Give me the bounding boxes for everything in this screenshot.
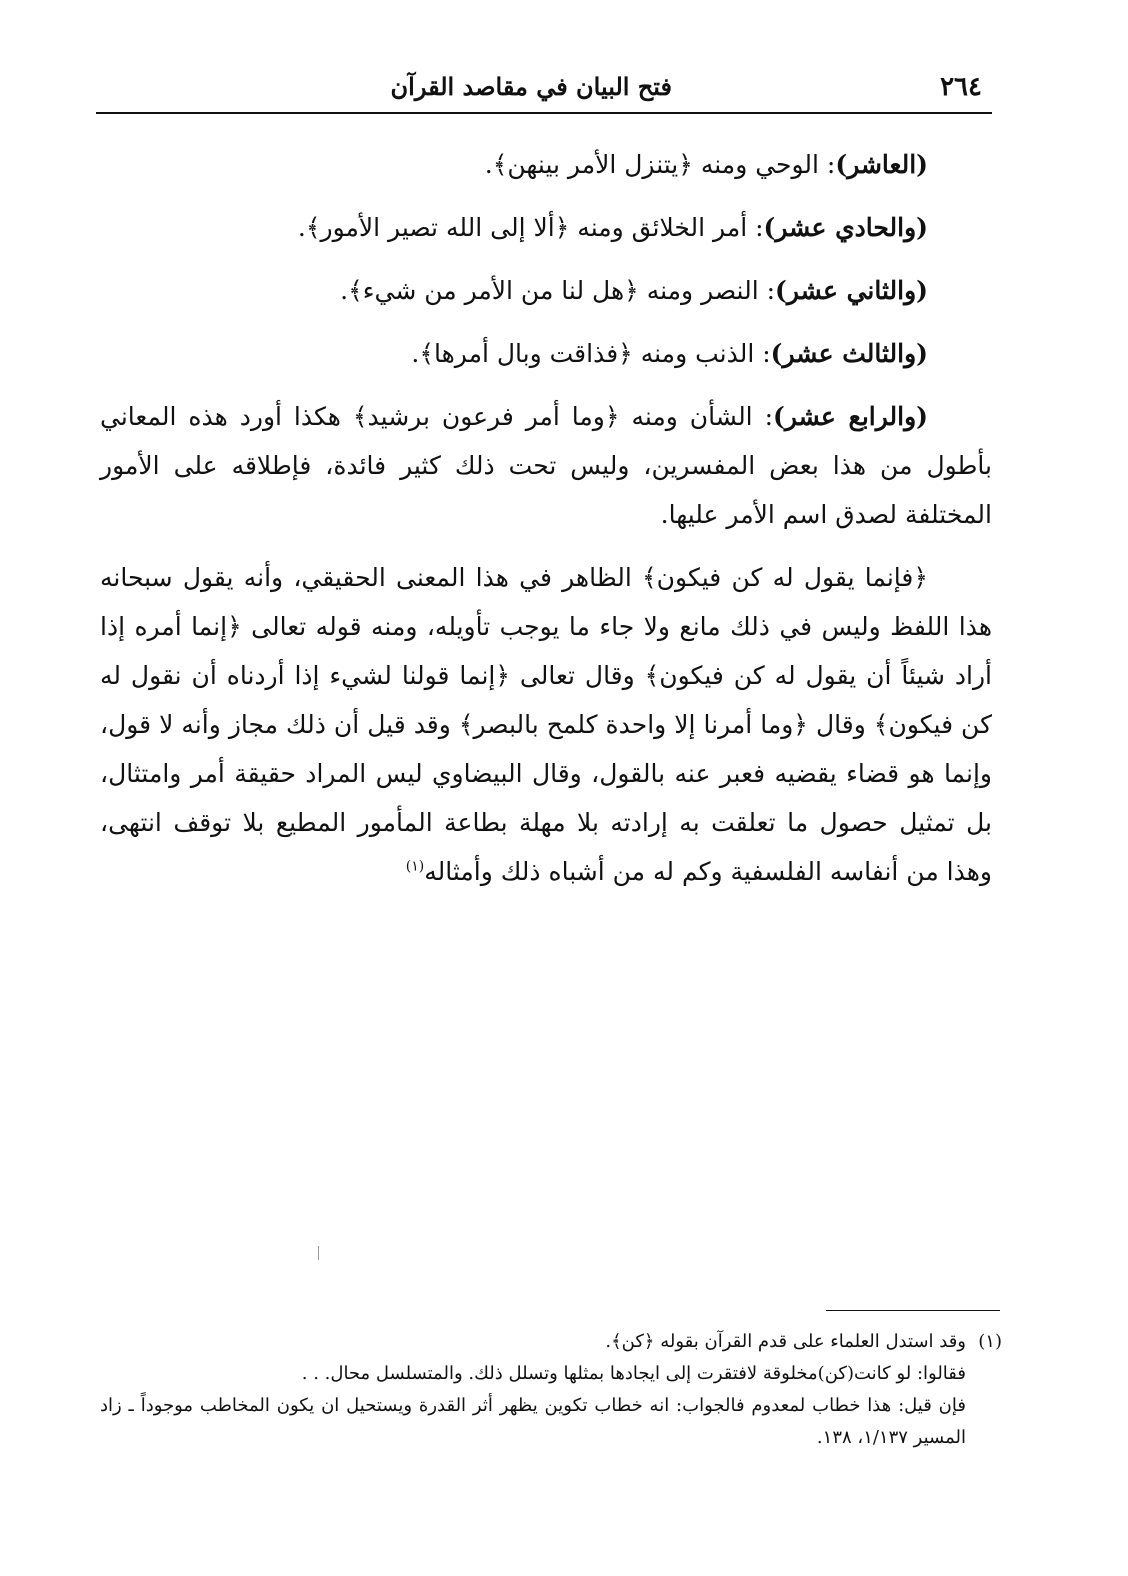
footnote-marker: (١) (978, 1331, 1002, 1352)
paragraph-text: : الشأن ومنه ﴿وما أمر فرعون برشيد﴾ هكذا أورد هذه المعاني بأطول من هذا بعض المفسرين، وليس تحت ذلك كثير فائدة، فإطلاقه على الأمور المختلفة لصدق اسم الأمر عليها. (100, 402, 992, 529)
paragraph-text: : الذنب ومنه ﴿فذاقت وبال أمرها﴾. (411, 339, 771, 368)
paragraph-text: : النصر ومنه ﴿هل لنا من الأمر من شيء﴾. (340, 276, 776, 305)
paragraph-tenth (100, 140, 992, 189)
term-label: (والحادي عشر) (763, 213, 928, 242)
header-rule (96, 112, 992, 114)
paragraph-twelfth (100, 266, 992, 315)
footnote-line (100, 1358, 1002, 1390)
term-label: (العاشر) (835, 150, 928, 179)
footnote-line (100, 1326, 1002, 1358)
term-label: (والثاني عشر) (775, 276, 928, 305)
footnote-separator (826, 1310, 1000, 1311)
term-label: (والثالث عشر) (770, 339, 928, 368)
term-label: (والرابع عشر) (773, 402, 928, 431)
paragraph-fourteenth (100, 392, 992, 539)
main-text (100, 140, 992, 910)
paragraph-text: : الوحي ومنه ﴿يتنزل الأمر بينهن﴾. (484, 150, 836, 179)
book-title: فتح البيان في مقاصد القرآن (390, 72, 672, 101)
scan-mark (318, 1246, 319, 1260)
footnote-reference[interactable]: (١) (405, 858, 425, 875)
footnote-text: وقد استدل العلماء على قدم القرآن بقوله ﴿كن﴾. (605, 1331, 966, 1352)
running-head (96, 62, 992, 114)
paragraph-thirteenth (100, 329, 992, 378)
paragraph-text: : أمر الخلائق ومنه ﴿ألا إلى الله تصير الأمور﴾. (297, 213, 764, 242)
paragraph-commentary (100, 553, 992, 896)
footnote-line (100, 1390, 1002, 1454)
page-number: ٢٦٤ (940, 72, 982, 102)
footnote-text: فإن قيل: هذا خطاب لمعدوم فالجواب: انه خطاب تكوين يظهر أثر القدرة ويستحيل ان يكون المخاطب موجوداً ـ زاد المسير ١/١٣٧، ١٣٨. (100, 1395, 966, 1448)
paragraph-eleventh (100, 203, 992, 252)
footnotes (100, 1326, 1002, 1454)
footnote-text: فقالوا: لو كانت(كن)مخلوقة لافتقرت إلى ايجادها بمثلها وتسلل ذلك. والمتسلسل محال. . . (301, 1363, 966, 1384)
paragraph-text: ﴿فإنما يقول له كن فيكون﴾ الظاهر في هذا المعنى الحقيقي، وأنه يقول سبحانه هذا اللفظ وليس في ذلك مانع ولا جاء ما يوجب تأويله، ومنه قوله تعالى ﴿إنما أمره إذا أراد شيئاً أن يقول له كن فيكون﴾ وقال تعالى ﴿إنما قولنا لشيء إذا أردناه أن نقول له كن فيكون﴾ وقال ﴿وما أمرنا إلا واحدة كلمح بالبصر﴾ وقد قيل أن ذلك مجاز وأنه لا قول، وإنما هو قضاء يقضيه فعبر عنه بالقول، وقال البيضاوي ليس المراد حقيقة أمر وامتثال، بل تمثيل حصول ما تعلقت به إرادته بلا مهلة بطاعة المأمور المطيع بلا توقف انتهى، وهذا من أنفاسه الفلسفية وكم له من أشباه ذلك وأمثاله (100, 563, 992, 886)
